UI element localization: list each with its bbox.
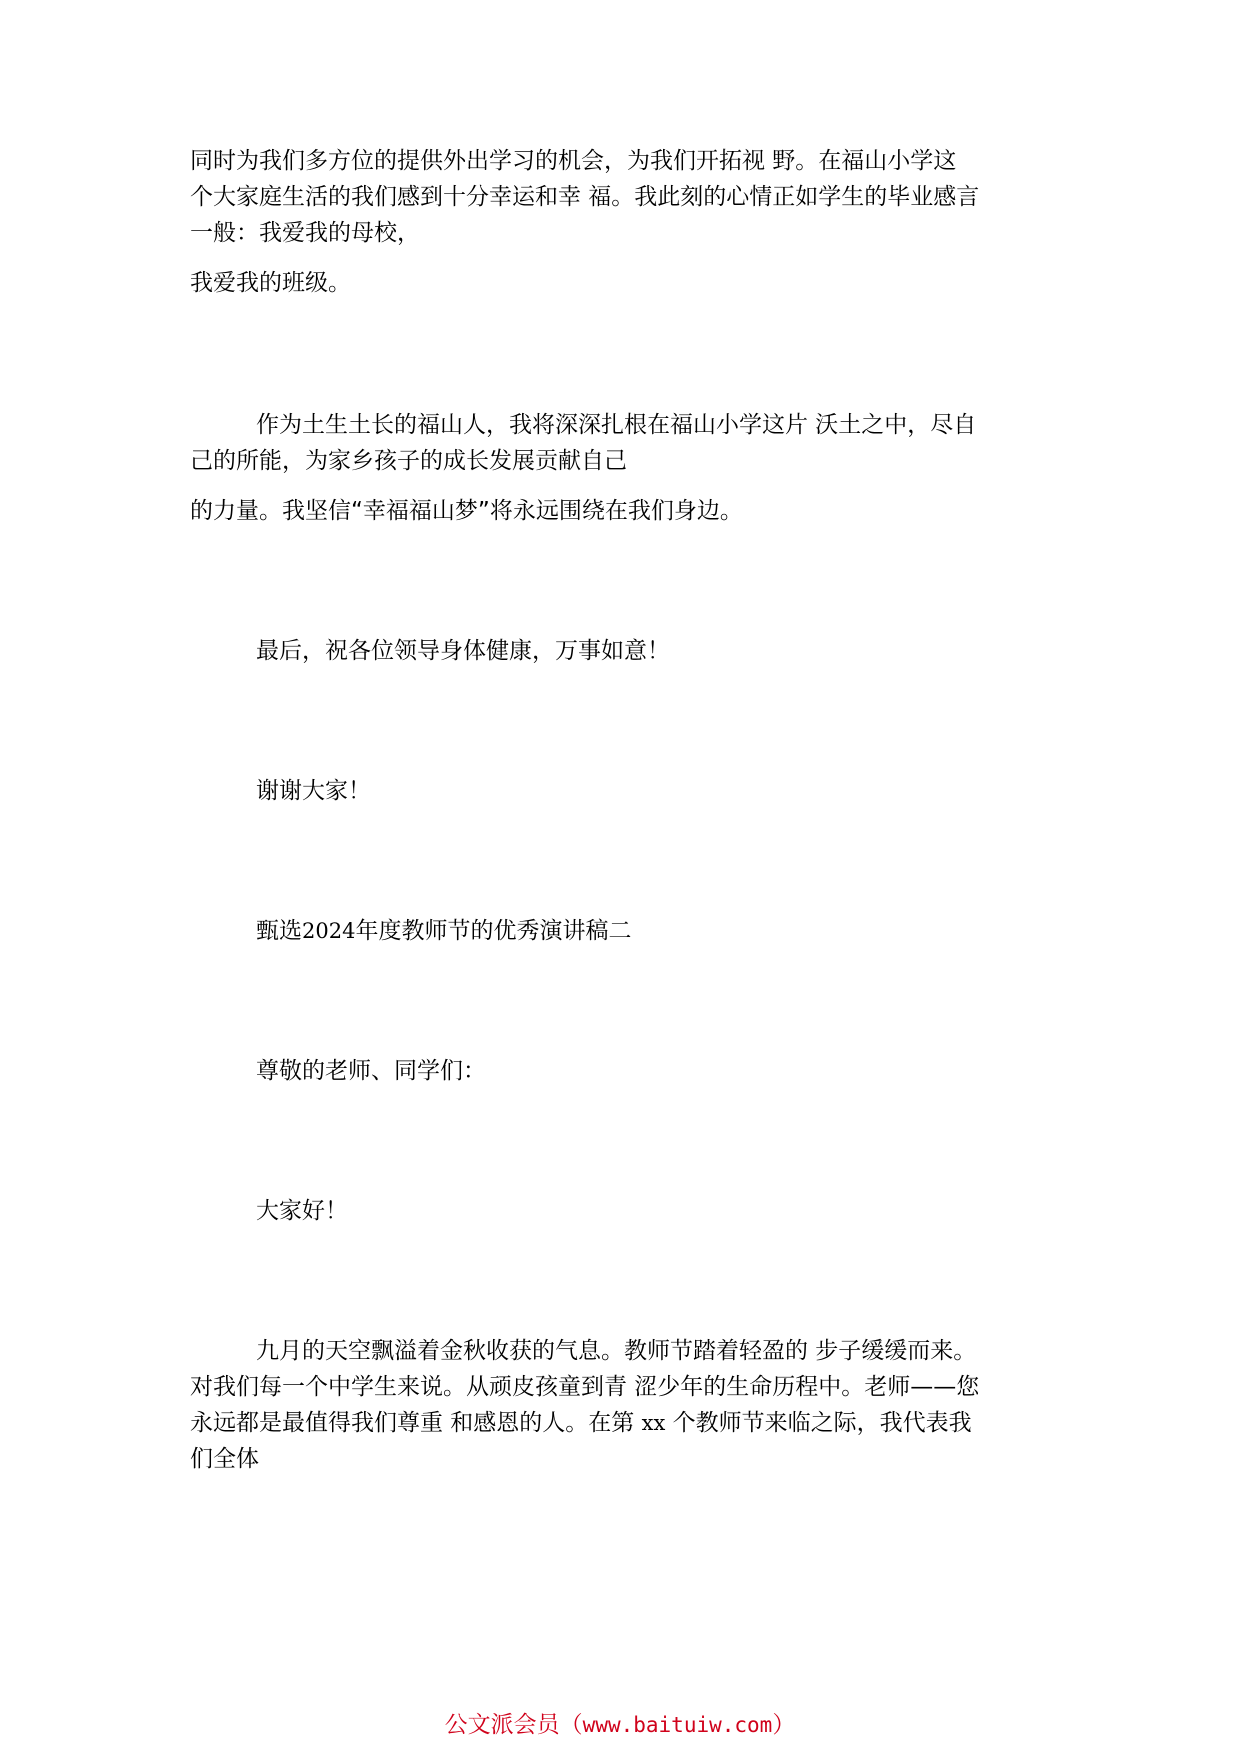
paragraph-line <box>190 1403 1070 1443</box>
paragraph-line: 我爱我的班级。 <box>190 270 351 296</box>
line-segment: 个教师节来临之际，我代表我 <box>672 1410 972 1436</box>
paragraph-line: 们全体 <box>190 1446 259 1472</box>
thanks-line: 谢谢大家！ <box>256 778 371 804</box>
paragraph-line: 己的所能，为家乡孩子的成长发展贡献自己 <box>190 448 627 474</box>
paragraph-line: 对我们每一个中学生来说。从顽皮孩童到青 涩少年的生命历程中。老师——您 <box>190 1374 980 1400</box>
section-title <box>256 911 1136 951</box>
footer-watermark <box>0 1708 1240 1742</box>
placeholder-number: xx <box>641 1411 666 1435</box>
paragraph-line: 一般：我爱我的母校， <box>190 220 420 246</box>
greeting: 大家好！ <box>256 1198 348 1224</box>
footer-url[interactable]: www.baituiw.com <box>582 1713 773 1737</box>
line-segment: 永远都是最值得我们尊重 和感恩的人。在第 <box>190 1410 635 1436</box>
title-suffix: 年度教师节的优秀演讲稿二 <box>355 918 632 944</box>
paragraph-line: 作为土生土长的福山人，我将深深扎根在福山小学这片 沃土之中，尽自 <box>256 412 977 438</box>
footer-paren-open: （ <box>559 1712 583 1738</box>
paragraph-line: 同时为我们多方位的提供外出学习的机会，为我们开拓视 野。在福山小学这 <box>190 148 957 174</box>
paragraph-line: 的力量。我坚信“幸福福山梦”将永远围绕在我们身边。 <box>190 498 743 524</box>
title-prefix: 甄选 <box>256 918 302 944</box>
closing-wish: 最后，祝各位领导身体健康，万事如意！ <box>256 638 670 664</box>
title-year: 2024 <box>302 919 356 943</box>
footer-brand: 公文派会员 <box>444 1712 560 1738</box>
salutation: 尊敬的老师、同学们： <box>256 1058 486 1084</box>
footer-paren-close: ） <box>772 1712 796 1738</box>
paragraph-line: 个大家庭生活的我们感到十分幸运和幸 福。我此刻的心情正如学生的毕业感言 <box>190 184 980 210</box>
paragraph-line: 九月的天空飘溢着金秋收获的气息。教师节踏着轻盈的 步子缓缓而来。 <box>256 1338 977 1364</box>
